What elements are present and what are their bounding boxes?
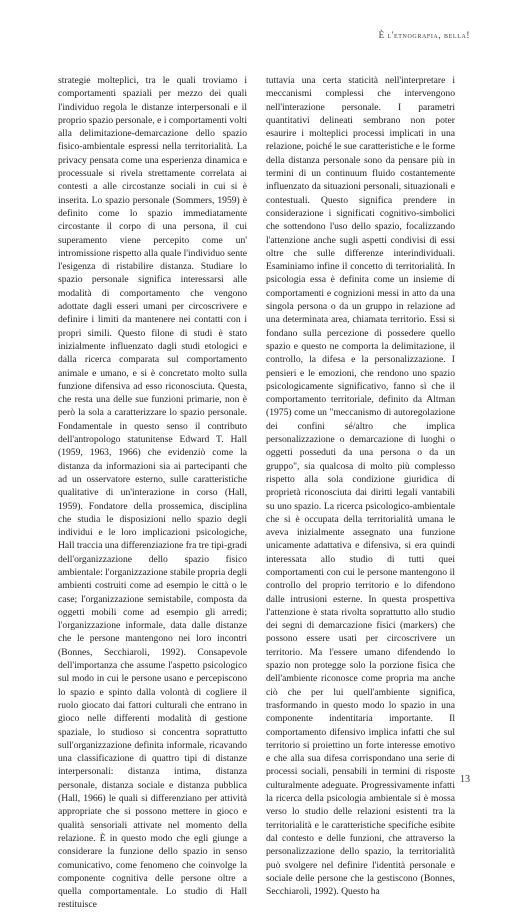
body-column-right: tuttavia una certa staticità nell'interpretare i meccanismi complessi che intervengono nell'interazione personale. I parametri quantitativi delineati sembrano non poter esaurire i molteplici processi implicati in una relazione, poiché le sue caratteristiche e le forme della distanza personale sono da pensare più in termini di un continuum fluido costantemente influenzato da situazioni personali, situazionali e contestuali. Questo significa prendere in considerazione i significati cognitivo-simbolici che sottendono l'uso dello spazio, focalizzando l'attenzione anche sugli aspetti condivisi di essi oltre che sulle differenze interindividuali. Esaminiamo infine il concetto di territorialità. In psicologia essa è definita come un insieme di comportamenti e cognizioni messi in atto da una singola persona o da un gruppo in relazione ad una determinata area, chiamata territorio. Essi si fondano sulla percezione di possedere quello spazio e questo ne comporta la delimitazione, il controllo, la difesa e la personalizzazione. I pensieri e le emozioni, che rendono uno spazio psicologicamente significativo, fanno sì che il comportamento territoriale, definito da Altman (1975) come un "meccanismo di autoregolazione dei confini sé/altro che implica personalizzazione o demarcazione di luoghi o oggetti posseduti da una persona o da un gruppo", sia qualcosa di molto più complesso rispetto alla sola condizione giuridica di proprietà riconosciuta dai diritti legali vantabili su uno spazio. La ricerca psicologico-ambientale che si è occupata della territorialità umana le aveva inizialmente assegnato una funzione unicamente adattativa e difensiva, si era quindi interessata allo studio di tutti quei comportamenti con cui le persone mantengono il controllo del proprio territorio e lo difendono dalle intrusioni esterne. In questa prospettiva l'attenzione è stata rivolta soprattutto allo studio dei segni di demarcazione fisici (markers) che possono essere usati per circoscrivere un territorio. Ma l'essere umano difendendo lo spazio non protegge solo la porzione fisica che dell'ambiente riconosce come propria ma anche ciò che per lui quell'ambiente significa, trasformando in questo modo lo spazio in una componente indentitaria importante. Il comportamento difensivo implica infatti che sul territorio si proiettino un forte interesse emotivo e che alla sua difesa corrispondano una serie di processi sociali, pensabili in termini di risposte culturalmente adeguate. Progressivamente infatti la ricerca della psicologia ambientale si è mossa verso lo studio delle relazioni esistenti tra la territorialità e le caratteristiche specifiche esibite dal contesto e delle funzioni, che attraverso la personalizzazione dello spazio, la territorialità può svolgere nel definire l'identità personale e sociale delle persone che la gestiscono (Bonnes, Secchiaroli, 1992). Questo ha [266, 75, 455, 898]
page-number: 13 [460, 774, 470, 785]
running-head: È l'etnografia, bella! [378, 30, 470, 40]
body-column-left: strategie molteplici, tra le quali troviamo i comportamenti spaziali per mezzo dei quali l'individuo regola le distanze interpersonali e il proprio spazio personale, e i comportamenti volti alla delimitazione-demarcazione dello spazio fisico-ambientale espressi nella territorialità. La privacy pensata come una esperienza dinamica e processuale si rivela strettamente correlata ai contesti a alle circostanze sociali in cui si è inserita. Lo spazio personale (Sommers, 1959) è definito come lo spazio immediatamente circostante il corpo di una persona, il cui superamento viene percepito come un' intromissione rispetto alla quale l'individuo sente l'esigenza di ristabilire distanza. Studiare lo spazio personale significa interessarsi alle modalità di comportamento che vengono adottate dagli esseri umani per circoscrivere e definire i limiti da mantenere nei contatti con i propri simili. Questo filone di studi è stato inizialmente influenzato dagli studi etologici e dalla ricerca comparata sul comportamento animale e umano, e si è concretato molto sulla funzione difensiva ad esso riconosciuta. Questa, che resta una delle sue funzioni primarie, non è però la sola a caratterizzare lo spazio personale. Fondamentale in questo senso il contributo dell'antropologo statunitense Edward T. Hall (1959, 1963, 1966) che evidenziò come la distanza da informazioni sia ai partecipanti che ad un osservatore esterno, sulle caratteristiche qualitative di un'interazione in corso (Hall, 1959). Fondatore della prossemica, disciplina che studia le disposizioni nello spazio degli individui e le loro implicazioni psicologiche, Hall traccia una differenziazione fra tre tipi-gradi dell'organizzazione dello spazio fisico ambientale: l'organizzazione stabile propria degli ambienti costruiti come ad esempio le città o le case; l'organizzazione semistabile, composta da oggetti mobili come ad esempio gli arredi; l'organizzazione informale, data dalle distanze che le persone mantengono nei loro incontri (Bonnes, Secchiaroli, 1992). Consapevole dell'importanza che assume l'aspetto psicologico sul modo in cui le persone usano e percepiscono lo spazio e spinto dalla volontà di cogliere il ruolo giocato dai fattori culturali che entrano in gioco nelle differenti modalità di gestione spaziale, lo studioso si concentra soprattutto sull'organizzazione definita informale, ricavando una classificazione di quattro tipi di distanze interpersonali: distanza intima, distanza personale, distanza sociale e distanza pubblica (Hall, 1966) le quali si differenziano per attività appropriate che si possono mettere in gioco e qualità sensoriali attivate nel momento della relazione. È in questo modo che egli giunge a considerare la funzione dello spazio in senso comunicativo, come fenomeno che coinvolge la componente cognitiva delle persone oltre a quella comportamentale. Lo studio di Hall restituisce [58, 75, 247, 911]
